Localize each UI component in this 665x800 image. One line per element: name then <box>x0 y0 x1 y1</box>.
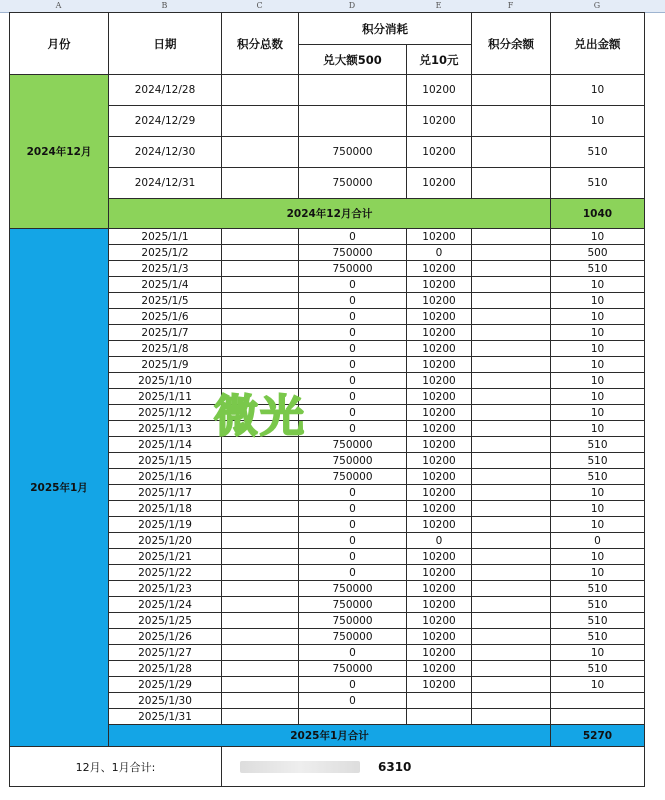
blurred-text <box>240 761 360 773</box>
header-month[interactable]: 月份 <box>10 13 109 75</box>
amount-cell[interactable]: 10 <box>551 421 645 437</box>
grand-total-value[interactable] <box>222 747 645 787</box>
total-cell[interactable] <box>222 485 299 501</box>
balance-cell[interactable] <box>472 106 551 137</box>
balance-cell[interactable] <box>472 437 551 453</box>
big500-cell[interactable]: 750000 <box>299 453 407 469</box>
total-cell[interactable] <box>222 168 299 199</box>
date-cell[interactable]: 2025/1/19 <box>109 517 222 533</box>
header-balance[interactable]: 积分余额 <box>472 13 551 75</box>
balance-cell[interactable] <box>472 421 551 437</box>
amount-cell[interactable]: 10 <box>551 75 645 106</box>
ten-cell[interactable]: 10200 <box>407 261 472 277</box>
date-cell[interactable]: 2025/1/16 <box>109 469 222 485</box>
balance-cell[interactable] <box>472 645 551 661</box>
balance-cell[interactable] <box>472 469 551 485</box>
total-cell[interactable] <box>222 229 299 245</box>
big500-cell[interactable]: 750000 <box>299 137 407 168</box>
ten-cell[interactable]: 10200 <box>407 581 472 597</box>
big500-cell[interactable]: 750000 <box>299 581 407 597</box>
amount-cell[interactable]: 510 <box>551 661 645 677</box>
total-cell[interactable] <box>222 645 299 661</box>
ten-cell[interactable]: 10200 <box>407 373 472 389</box>
date-cell[interactable]: 2025/1/23 <box>109 581 222 597</box>
amount-cell[interactable]: 10 <box>551 501 645 517</box>
balance-cell[interactable] <box>472 357 551 373</box>
balance-cell[interactable] <box>472 661 551 677</box>
date-cell[interactable]: 2025/1/22 <box>109 565 222 581</box>
date-cell[interactable]: 2025/1/6 <box>109 309 222 325</box>
date-cell[interactable]: 2025/1/18 <box>109 501 222 517</box>
date-cell[interactable]: 2025/1/30 <box>109 693 222 709</box>
date-cell[interactable]: 2024/12/30 <box>109 137 222 168</box>
amount-cell[interactable]: 10 <box>551 229 645 245</box>
date-cell[interactable]: 2025/1/20 <box>109 533 222 549</box>
date-cell[interactable]: 2025/1/4 <box>109 277 222 293</box>
amount-cell[interactable]: 510 <box>551 261 645 277</box>
big500-cell[interactable]: 750000 <box>299 629 407 645</box>
amount-cell[interactable]: 10 <box>551 341 645 357</box>
big500-cell[interactable] <box>299 106 407 137</box>
big500-cell[interactable]: 0 <box>299 229 407 245</box>
balance-cell[interactable] <box>472 565 551 581</box>
date-cell[interactable]: 2025/1/5 <box>109 293 222 309</box>
ten-cell[interactable]: 10200 <box>407 277 472 293</box>
amount-cell[interactable] <box>551 693 645 709</box>
balance-cell[interactable] <box>472 629 551 645</box>
big500-cell[interactable]: 0 <box>299 677 407 693</box>
amount-cell[interactable]: 10 <box>551 645 645 661</box>
big500-cell[interactable]: 750000 <box>299 168 407 199</box>
ten-cell[interactable]: 0 <box>407 533 472 549</box>
balance-cell[interactable] <box>472 373 551 389</box>
big500-cell[interactable]: 0 <box>299 341 407 357</box>
amount-cell[interactable]: 10 <box>551 565 645 581</box>
total-cell[interactable] <box>222 309 299 325</box>
total-cell[interactable] <box>222 533 299 549</box>
balance-cell[interactable] <box>472 597 551 613</box>
date-cell[interactable]: 2025/1/14 <box>109 437 222 453</box>
ten-cell[interactable] <box>407 709 472 725</box>
balance-cell[interactable] <box>472 517 551 533</box>
column-letter-a[interactable]: A <box>55 1 62 10</box>
big500-cell[interactable]: 750000 <box>299 245 407 261</box>
ten-cell[interactable]: 10200 <box>407 325 472 341</box>
balance-cell[interactable] <box>472 693 551 709</box>
big500-cell[interactable]: 750000 <box>299 261 407 277</box>
ten-cell[interactable]: 10200 <box>407 677 472 693</box>
amount-cell[interactable]: 500 <box>551 245 645 261</box>
dec-subtotal-value[interactable]: 1040 <box>551 199 645 229</box>
date-cell[interactable]: 2025/1/7 <box>109 325 222 341</box>
date-cell[interactable]: 2025/1/21 <box>109 549 222 565</box>
total-cell[interactable] <box>222 293 299 309</box>
amount-cell[interactable]: 10 <box>551 677 645 693</box>
balance-cell[interactable] <box>472 309 551 325</box>
amount-cell[interactable]: 510 <box>551 581 645 597</box>
balance-cell[interactable] <box>472 613 551 629</box>
date-cell[interactable]: 2025/1/8 <box>109 341 222 357</box>
ten-cell[interactable]: 10200 <box>407 549 472 565</box>
total-cell[interactable] <box>222 549 299 565</box>
total-cell[interactable] <box>222 613 299 629</box>
total-cell[interactable] <box>222 75 299 106</box>
balance-cell[interactable] <box>472 549 551 565</box>
ten-cell[interactable]: 10200 <box>407 405 472 421</box>
big500-cell[interactable]: 0 <box>299 549 407 565</box>
big500-cell[interactable]: 0 <box>299 357 407 373</box>
header-consume[interactable]: 积分消耗 <box>299 13 472 45</box>
ten-cell[interactable] <box>407 693 472 709</box>
total-cell[interactable] <box>222 501 299 517</box>
ten-cell[interactable]: 10200 <box>407 75 472 106</box>
table-row <box>10 75 645 106</box>
date-cell[interactable]: 2025/1/9 <box>109 357 222 373</box>
big500-cell[interactable]: 0 <box>299 277 407 293</box>
total-cell[interactable] <box>222 693 299 709</box>
date-cell[interactable]: 2025/1/10 <box>109 373 222 389</box>
amount-cell[interactable]: 510 <box>551 437 645 453</box>
date-cell[interactable]: 2025/1/1 <box>109 229 222 245</box>
grand-total-row <box>10 747 645 787</box>
total-cell[interactable] <box>222 106 299 137</box>
ten-cell[interactable]: 10200 <box>407 645 472 661</box>
balance-cell[interactable] <box>472 405 551 421</box>
big500-cell[interactable]: 750000 <box>299 437 407 453</box>
ten-cell[interactable]: 10200 <box>407 469 472 485</box>
ten-cell[interactable]: 0 <box>407 245 472 261</box>
total-cell[interactable] <box>222 517 299 533</box>
date-cell[interactable]: 2024/12/28 <box>109 75 222 106</box>
amount-cell[interactable]: 510 <box>551 137 645 168</box>
total-cell[interactable] <box>222 137 299 168</box>
total-cell[interactable] <box>222 629 299 645</box>
date-cell[interactable]: 2025/1/2 <box>109 245 222 261</box>
big500-cell[interactable] <box>299 75 407 106</box>
watermark: 微光 <box>214 391 306 442</box>
balance-cell[interactable] <box>472 261 551 277</box>
big500-cell[interactable]: 0 <box>299 293 407 309</box>
balance-cell[interactable] <box>472 709 551 725</box>
date-cell[interactable]: 2025/1/13 <box>109 421 222 437</box>
amount-cell[interactable]: 510 <box>551 469 645 485</box>
ten-cell[interactable]: 10200 <box>407 565 472 581</box>
big500-cell[interactable] <box>299 709 407 725</box>
header-big500[interactable]: 兑大额500 <box>299 45 407 75</box>
jan-subtotal-value[interactable]: 5270 <box>551 725 645 747</box>
header-ten[interactable]: 兑10元 <box>407 45 472 75</box>
amount-cell[interactable]: 10 <box>551 517 645 533</box>
total-cell[interactable] <box>222 677 299 693</box>
ten-cell[interactable]: 10200 <box>407 485 472 501</box>
date-cell[interactable]: 2025/1/25 <box>109 613 222 629</box>
grand-total-number: 6310 <box>378 759 412 774</box>
big500-cell[interactable]: 0 <box>299 421 407 437</box>
ten-cell[interactable]: 10200 <box>407 229 472 245</box>
date-cell[interactable]: 2025/1/28 <box>109 661 222 677</box>
big500-cell[interactable]: 750000 <box>299 469 407 485</box>
points-table <box>9 12 645 787</box>
jan-subtotal-label[interactable]: 2025年1月合计 <box>109 725 551 747</box>
amount-cell[interactable]: 10 <box>551 549 645 565</box>
ten-cell[interactable]: 10200 <box>407 168 472 199</box>
balance-cell[interactable] <box>472 453 551 469</box>
balance-cell[interactable] <box>472 277 551 293</box>
big500-cell[interactable]: 750000 <box>299 597 407 613</box>
big500-cell[interactable]: 0 <box>299 325 407 341</box>
balance-cell[interactable] <box>472 245 551 261</box>
total-cell[interactable] <box>222 661 299 677</box>
amount-cell[interactable]: 10 <box>551 106 645 137</box>
ten-cell[interactable]: 10200 <box>407 661 472 677</box>
month-cell-jan[interactable]: 2025年1月 <box>10 229 109 747</box>
amount-cell[interactable]: 510 <box>551 453 645 469</box>
total-cell[interactable] <box>222 341 299 357</box>
balance-cell[interactable] <box>472 485 551 501</box>
total-cell[interactable] <box>222 453 299 469</box>
total-cell[interactable] <box>222 357 299 373</box>
ten-cell[interactable]: 10200 <box>407 501 472 517</box>
ten-cell[interactable]: 10200 <box>407 357 472 373</box>
ten-cell[interactable]: 10200 <box>407 453 472 469</box>
amount-cell[interactable]: 510 <box>551 597 645 613</box>
amount-cell[interactable] <box>551 709 645 725</box>
total-cell[interactable] <box>222 469 299 485</box>
amount-cell[interactable]: 10 <box>551 373 645 389</box>
ten-cell[interactable]: 10200 <box>407 137 472 168</box>
ten-cell[interactable]: 10200 <box>407 389 472 405</box>
grand-total-label[interactable]: 12月、1月合计: <box>10 747 222 787</box>
balance-cell[interactable] <box>472 325 551 341</box>
ten-cell[interactable]: 10200 <box>407 421 472 437</box>
balance-cell[interactable] <box>472 581 551 597</box>
amount-cell[interactable]: 10 <box>551 389 645 405</box>
date-cell[interactable]: 2025/1/24 <box>109 597 222 613</box>
amount-cell[interactable]: 10 <box>551 485 645 501</box>
big500-cell[interactable]: 0 <box>299 645 407 661</box>
balance-cell[interactable] <box>472 229 551 245</box>
date-cell[interactable]: 2025/1/12 <box>109 405 222 421</box>
ten-cell[interactable]: 10200 <box>407 613 472 629</box>
big500-cell[interactable]: 0 <box>299 309 407 325</box>
big500-cell[interactable]: 0 <box>299 485 407 501</box>
date-cell[interactable]: 2025/1/11 <box>109 389 222 405</box>
column-letter-b[interactable]: B <box>161 1 168 10</box>
date-cell[interactable]: 2024/12/29 <box>109 106 222 137</box>
ten-cell[interactable]: 10200 <box>407 437 472 453</box>
amount-cell[interactable]: 0 <box>551 533 645 549</box>
total-cell[interactable] <box>222 277 299 293</box>
total-cell[interactable] <box>222 261 299 277</box>
date-cell[interactable]: 2025/1/27 <box>109 645 222 661</box>
big500-cell[interactable]: 0 <box>299 517 407 533</box>
amount-cell[interactable]: 510 <box>551 168 645 199</box>
balance-cell[interactable] <box>472 533 551 549</box>
dec-subtotal-label[interactable]: 2024年12月合计 <box>109 199 551 229</box>
total-cell[interactable] <box>222 597 299 613</box>
big500-cell[interactable]: 0 <box>299 373 407 389</box>
total-cell[interactable] <box>222 709 299 725</box>
date-cell[interactable]: 2024/12/31 <box>109 168 222 199</box>
date-cell[interactable]: 2025/1/3 <box>109 261 222 277</box>
total-cell[interactable] <box>222 245 299 261</box>
amount-cell[interactable]: 510 <box>551 613 645 629</box>
amount-cell[interactable]: 10 <box>551 325 645 341</box>
big500-cell[interactable]: 750000 <box>299 661 407 677</box>
big500-cell[interactable]: 0 <box>299 501 407 517</box>
column-letter-f[interactable]: F <box>507 1 514 10</box>
balance-cell[interactable] <box>472 389 551 405</box>
ten-cell[interactable]: 10200 <box>407 106 472 137</box>
big500-cell[interactable]: 0 <box>299 693 407 709</box>
big500-cell[interactable]: 0 <box>299 405 407 421</box>
header-date[interactable]: 日期 <box>109 13 222 75</box>
column-letter-c[interactable]: C <box>256 1 263 10</box>
table-row <box>10 229 645 245</box>
balance-cell[interactable] <box>472 501 551 517</box>
balance-cell[interactable] <box>472 341 551 357</box>
ten-cell[interactable]: 10200 <box>407 309 472 325</box>
ten-cell[interactable]: 10200 <box>407 597 472 613</box>
month-cell-dec[interactable]: 2024年12月 <box>10 75 109 229</box>
column-letter-d[interactable]: D <box>348 1 356 10</box>
big500-cell[interactable]: 0 <box>299 389 407 405</box>
amount-cell[interactable]: 510 <box>551 629 645 645</box>
amount-cell[interactable]: 10 <box>551 309 645 325</box>
balance-cell[interactable] <box>472 75 551 106</box>
balance-cell[interactable] <box>472 293 551 309</box>
big500-cell[interactable]: 750000 <box>299 613 407 629</box>
ten-cell[interactable]: 10200 <box>407 341 472 357</box>
column-letter-e[interactable]: E <box>435 1 442 10</box>
total-cell[interactable] <box>222 325 299 341</box>
column-letter-g[interactable]: G <box>593 1 601 10</box>
date-cell[interactable]: 2025/1/26 <box>109 629 222 645</box>
amount-cell[interactable]: 10 <box>551 405 645 421</box>
ten-cell[interactable]: 10200 <box>407 517 472 533</box>
total-cell[interactable] <box>222 581 299 597</box>
header-amount[interactable]: 兑出金额 <box>551 13 645 75</box>
date-cell[interactable]: 2025/1/29 <box>109 677 222 693</box>
date-cell[interactable]: 2025/1/31 <box>109 709 222 725</box>
amount-cell[interactable]: 10 <box>551 357 645 373</box>
date-cell[interactable]: 2025/1/17 <box>109 485 222 501</box>
header-total[interactable]: 积分总数 <box>222 13 299 75</box>
big500-cell[interactable]: 0 <box>299 533 407 549</box>
amount-cell[interactable]: 10 <box>551 277 645 293</box>
balance-cell[interactable] <box>472 677 551 693</box>
balance-cell[interactable] <box>472 137 551 168</box>
ten-cell[interactable]: 10200 <box>407 629 472 645</box>
big500-cell[interactable]: 0 <box>299 565 407 581</box>
balance-cell[interactable] <box>472 168 551 199</box>
total-cell[interactable] <box>222 565 299 581</box>
ten-cell[interactable]: 10200 <box>407 293 472 309</box>
amount-cell[interactable]: 10 <box>551 293 645 309</box>
date-cell[interactable]: 2025/1/15 <box>109 453 222 469</box>
